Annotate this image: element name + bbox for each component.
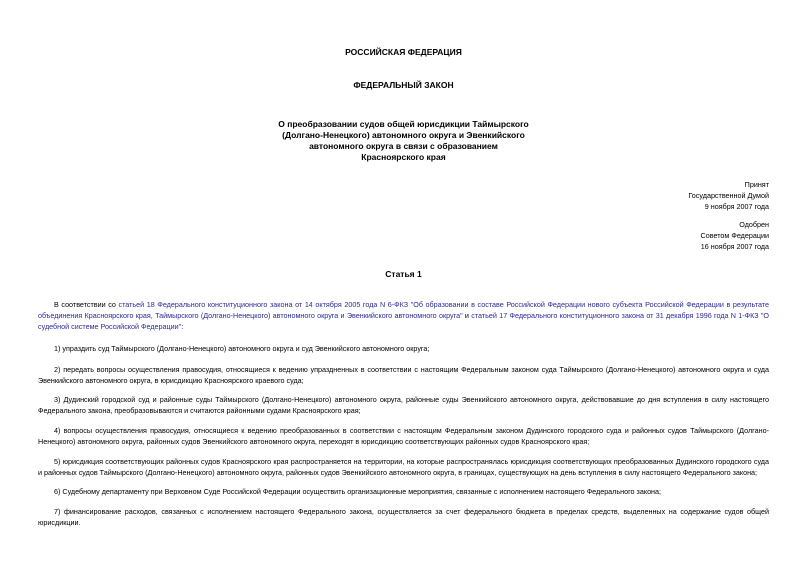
accepted-label: Принят [744, 180, 769, 189]
list-item: 1) упраздить суд Таймырского (Долгано-Ненецкого) автономного округа и суд Эвенкийского автономного округа; [54, 344, 430, 353]
article-heading: Статья 1 [385, 269, 422, 279]
approved-body: Советом Федерации [700, 231, 769, 240]
list-item: 6) Судебному департаменту при Верховном Суде Российской Федерации осуществить организационные мероприятия, связанные с исполнением настоящего Федерального закона; [54, 487, 662, 496]
approved-label: Одобрен [739, 220, 769, 229]
approved-date: 16 ноября 2007 года [700, 242, 769, 251]
law-title [0, 119, 807, 163]
list-item: 2) передать вопросы осуществления правосудия, относящиеся к ведению упраздненных в соответствии с настоящим Федеральным законом суда Таймырского (Долгано-Ненецкого) автономного округа и суда Эвенкийского автономного округа, в юрисдикцию Красноярского краевого суда; [38, 365, 769, 385]
country-heading: РОССИЙСКАЯ ФЕДЕРАЦИЯ [345, 47, 462, 57]
accepted-body: Государственной Думой [688, 191, 769, 200]
approved-block [701, 219, 769, 252]
list-item: 4) вопросы осуществления правосудия, относящиеся к ведению преобразованных в соответствии с настоящим Федеральным законом Дудинского городского суда и районных судов Таймырского (Долгано-Ненецкого) автономного округа, районных судов Эвенкийского автономного округа, переходят в юрисдикцию соответствующих районных судов Красноярского края; [38, 426, 769, 446]
intro-tail: : [181, 322, 184, 331]
intro-mid: и [462, 311, 472, 320]
list-item: 3) Дудинский городской суд и районные суды Таймырского (Долгано-Ненецкого) автономного округа, районные суды Эвенкийского автономного округа, действовавшие до дня вступления в силу настоящего Федерального закона, преобразовываются и считаются районными судами Красноярского края; [38, 395, 769, 415]
law-title-line: (Долгано-Ненецкого) автономного округа и Эвенкийского [282, 130, 525, 140]
accepted-block [688, 179, 769, 212]
intro-lead: В соответствии со [54, 300, 119, 309]
list-item: 7) финансирование расходов, связанных с исполнением настоящего Федерального закона, осуществляется за счет федерального бюджета в пределах средств, выделенных на содержание судов общей юрисдикции. [38, 507, 769, 527]
law-title-line: О преобразовании судов общей юрисдикции Таймырского [278, 119, 529, 129]
law-reference-link[interactable]: статьей 17 Федерального конституционного закона от 31 декабря 1996 года N 1-ФКЗ "О судебной системе Российской Федерации" [38, 311, 770, 331]
law-reference-link[interactable]: статьей 18 Федерального конституционного закона от 14 октября 2005 года N 6-ФКЗ "Об образовании в составе Российской Федерации нового субъекта Российской Федерации в результате объединения Красноярского края, Таймырского (Долгано-Ненецкого) автономного округа и Эвенкийского автономного округа" [38, 300, 769, 320]
law-title-line: Красноярского края [361, 152, 446, 162]
accepted-date: 9 ноября 2007 года [704, 202, 769, 211]
article-intro [38, 299, 769, 332]
law-title-line: автономного округа в связи с образованием [309, 141, 498, 151]
law-type-heading: ФЕДЕРАЛЬНЫЙ ЗАКОН [353, 80, 454, 90]
list-item: 5) юрисдикция соответствующих районных судов Красноярского края распространяется на территории, на которые распространялась юрисдикция соответствующих преобразованных Дудинского городского суда и районных судов Таймырского (Долгано-Ненецкого) автономного округа, районных судов Эвенкийского автономного округа, в границах, существующих на день вступления в силу настоящего Федерального закона; [38, 457, 769, 477]
